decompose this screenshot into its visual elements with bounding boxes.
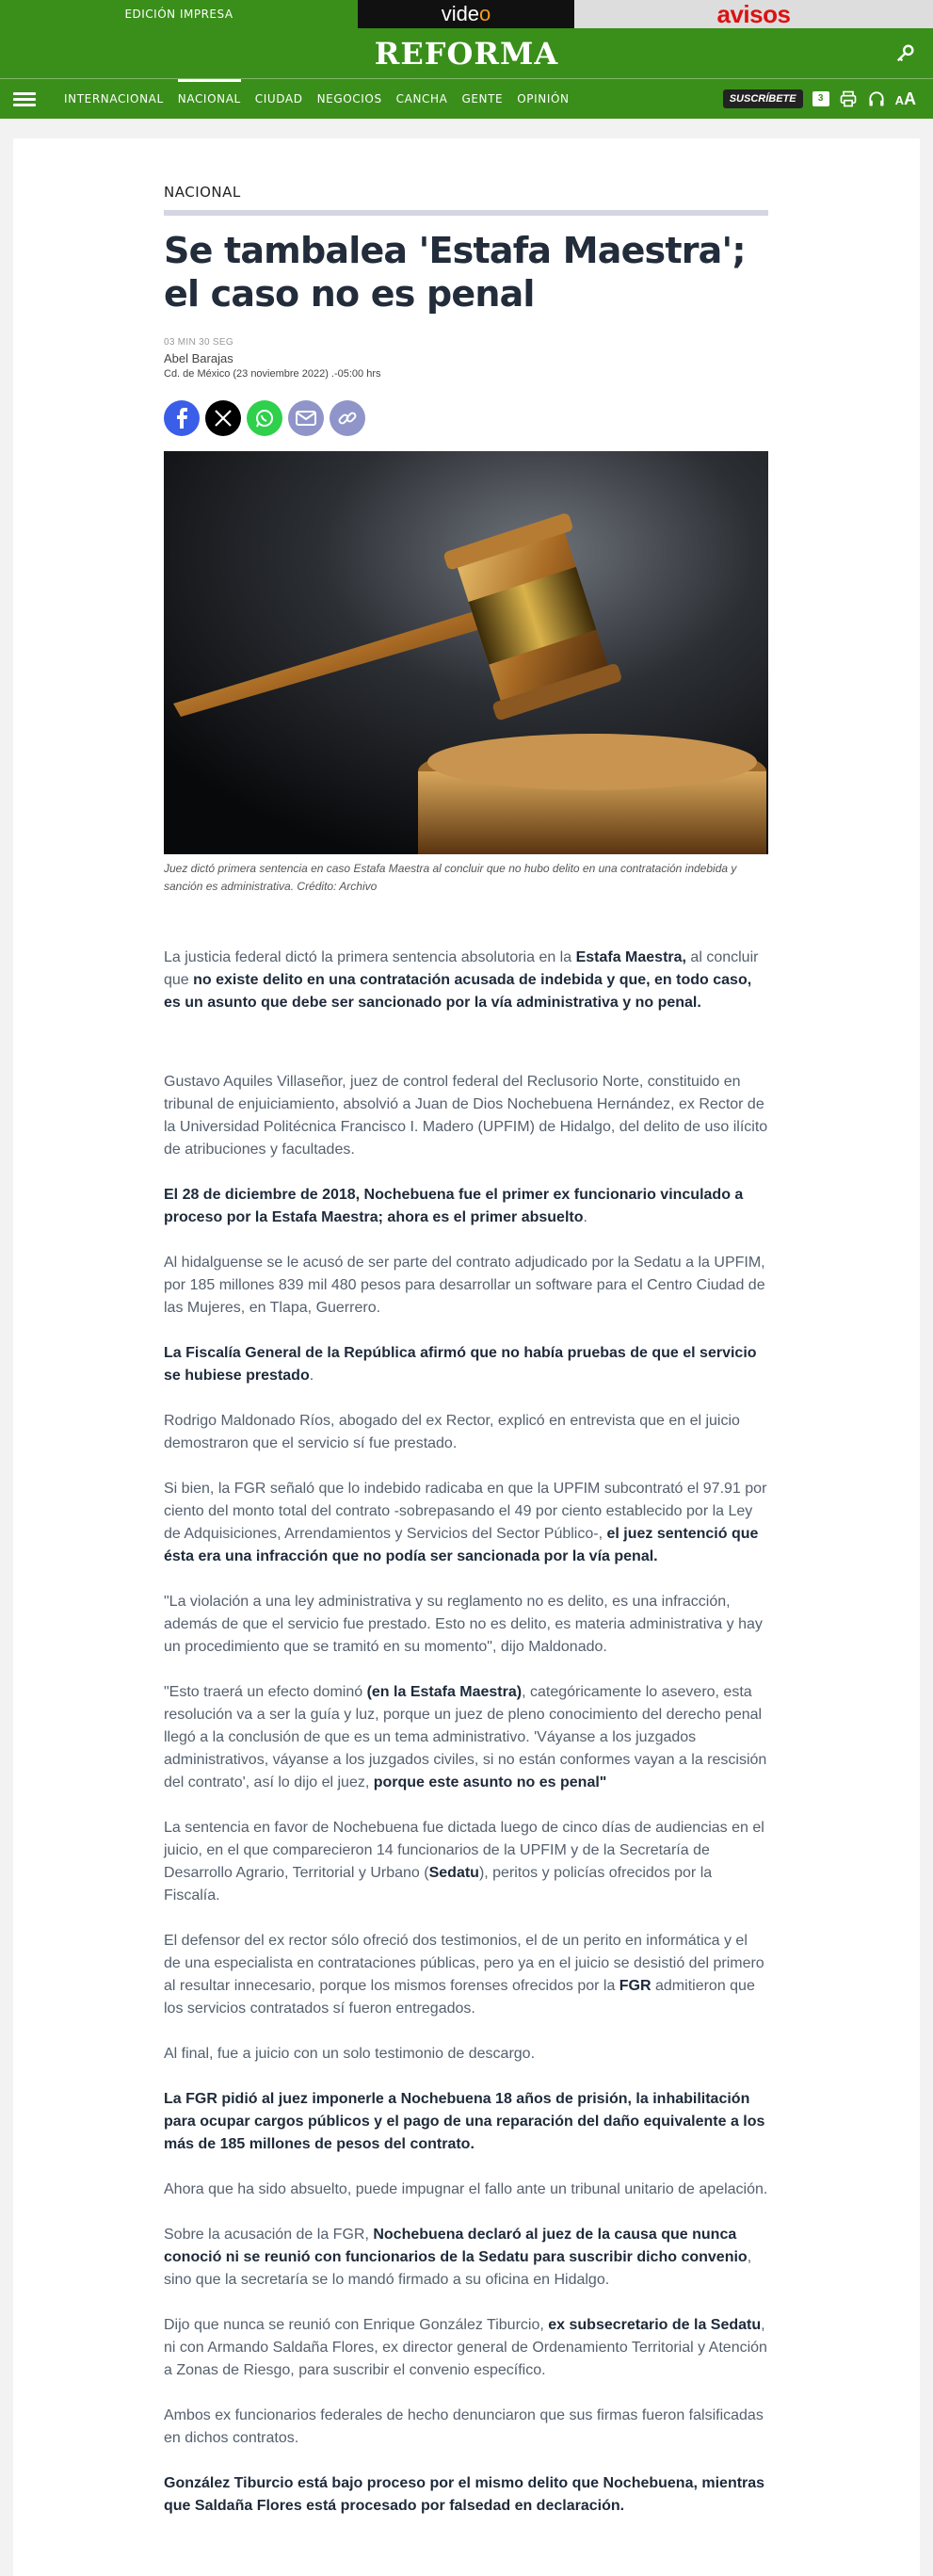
article-paragraph	[164, 2314, 768, 2382]
nav-item-opini-n[interactable]: OPINIÓN	[517, 92, 570, 105]
nav-item-nacional[interactable]: NACIONAL	[178, 79, 241, 119]
nav-items	[64, 79, 584, 119]
article-card	[13, 138, 920, 2576]
article-paragraph	[164, 1681, 768, 1794]
article-paragraph	[164, 1930, 768, 2020]
text-run: .	[583, 1209, 587, 1225]
text-run: Rodrigo Maldonado Ríos, abogado del ex Rector, explicó en entrevista que en el juicio demostraron que el servicio sí fue prestado.	[164, 1413, 740, 1451]
text-run: "La violación a una ley administrativa y su reglamento no es delito, es una infracción, además de que el servicio fue prestado. Esto no es delito, es materia administrativa y hay un procedimiento que se tramitó en su momento", dijo Maldonado.	[164, 1594, 763, 1655]
bold-text: el juez sentenció que ésta era una infracción que no podía ser sancionada por la vía penal.	[164, 1526, 759, 1564]
photo-caption: Juez dictó primera sentencia en caso Estafa Maestra al concluir que no hubo delito en una contratación indebida y sanción es administrativa. Crédito: Archivo	[164, 862, 737, 893]
bold-text: Estafa Maestra,	[575, 949, 686, 965]
bold-text: Sedatu	[428, 1865, 479, 1881]
article-paragraph	[164, 1252, 768, 1320]
article-title: Se tambalea 'Estafa Maestra'; el caso no es penal	[164, 230, 746, 315]
article-paragraph	[164, 2405, 768, 2450]
subscribe-button[interactable]: SUSCRÍBETE	[723, 89, 803, 108]
text-run: Al hidalguense se le acusó de ser parte del contrato adjudicado por la Sedatu a la UPFIM, por 185 millones 839 mil 480 pesos para desarrollar un software para el Centro Ciudad de las Mujeres, en Tlapa, Guerrero.	[164, 1255, 765, 1316]
text-run: El defensor del ex rector sólo ofreció dos testimonios, el de un perito en informática y el de una especialista en contrataciones públicas, pero ya en el juicio se desistió del primero al resultar innecesario, porque los mismos forenses ofrecidos por la	[164, 1933, 764, 1994]
article-photo[interactable]	[164, 451, 768, 854]
bold-text: El 28 de diciembre de 2018, Nochebuena fue el primer ex funcionario vinculado a proceso por la Estafa Maestra; ahora es el primer absuelto	[164, 1187, 744, 1225]
nav-item-negocios[interactable]: NEGOCIOS	[316, 92, 382, 105]
bold-text: González Tiburcio está bajo proceso por el mismo delito que Nochebuena, mientras que Saldaña Flores está procesado por falsedad en declaración.	[164, 2475, 765, 2514]
facebook-icon	[173, 408, 190, 429]
nav-item-cancha[interactable]: CANCHA	[395, 92, 448, 105]
text-run: Si bien, la FGR señaló que lo indebido radicaba en que la UPFIM subcontrató el 97.91 por ciento del monto total del contrato -sobrepasando el 49 por ciento establecido por la Ley de Adquisiciones, Arrendamientos y Servicios del Sector Público-,	[164, 1481, 767, 1542]
printer-icon[interactable]	[839, 89, 858, 108]
article-paragraph	[164, 947, 768, 1014]
video-label: vide	[441, 2, 480, 25]
text-run: Sobre la acusación de la FGR,	[164, 2227, 374, 2243]
article-paragraph	[164, 2088, 768, 2156]
main-nav	[0, 79, 933, 119]
email-share-button[interactable]	[288, 400, 324, 436]
text-run: "Esto traerá un efecto dominó	[164, 1684, 367, 1700]
menu-icon[interactable]	[13, 92, 36, 107]
nav-item-ciudad[interactable]: CIUDAD	[254, 92, 303, 105]
gavel-image	[164, 451, 768, 854]
whatsapp-icon	[254, 408, 275, 429]
x-icon	[215, 410, 232, 427]
avisos-link[interactable]: avisos	[574, 0, 933, 28]
article-paragraph	[164, 1410, 768, 1455]
bold-text: (en la Estafa Maestra)	[366, 1684, 523, 1700]
article-paragraph	[164, 2043, 768, 2066]
bold-text: no existe delito en una contratación acusada de indebida y que, en todo caso, es un asunto que debe ser sancionado por la vía administrativa y no penal.	[164, 972, 752, 1011]
bold-text: porque este asunto no es penal"	[373, 1774, 607, 1790]
text-run: , ni con Armando Saldaña Flores, ex director general de Ordenamiento Territorial y Atención a Zonas de Riesgo, para suscribir el convenio específico.	[164, 2317, 767, 2378]
article-paragraph	[164, 1591, 768, 1659]
text-run: .	[309, 1368, 314, 1384]
video-link[interactable]	[358, 0, 574, 28]
video-play-icon: o	[479, 2, 491, 25]
bold-text: FGR	[619, 1978, 651, 1994]
author-name: Abel Barajas	[164, 351, 233, 365]
article-paragraph	[164, 1071, 768, 1161]
text-run: La sentencia en favor de Nochebuena fue dictada luego de cinco días de audiencias en el juicio, en el que comparecieron 14 funcionarios de la UPFIM y de la Secretaría de Desarrollo Agrario, Territorial y Urbano (	[164, 1820, 764, 1881]
notifications-badge[interactable]: 3	[812, 91, 829, 106]
section-rule	[164, 210, 768, 216]
bold-text: La Fiscalía General de la República afirmó que no había pruebas de que el servicio se hubiese prestado	[164, 1345, 757, 1384]
font-size-small: A	[894, 92, 904, 107]
bold-text: ex subsecretario de la Sedatu	[548, 2317, 762, 2333]
x-share-button[interactable]	[205, 400, 241, 436]
text-run: , categóricamente lo asevero, esta resolución va a ser la guía y luz, porque un juez de pleno conocimiento del derecho penal llegó a la conclusión de que es un tema administrativo. 'Váyanse a los juzgados administrativos, váyanse a los juzgados civiles, si no están conformes vayan a la rescisión del contrato', así lo dijo el juez,	[164, 1684, 767, 1790]
link-icon	[337, 408, 358, 429]
whatsapp-share-button[interactable]	[247, 400, 282, 436]
bold-text: La FGR pidió al juez imponerle a Nochebuena 18 años de prisión, la inhabilitación para ocupar cargos públicos y el pago de una reparación del daño equivalente a los más de 185 millones de pesos del contrato.	[164, 2091, 765, 2152]
text-run: Gustavo Aquiles Villaseñor, juez de control federal del Reclusorio Norte, constituido en tribunal de enjuiciamiento, absolvió a Juan de Dios Nochebuena Hernández, ex Rector de la Universidad Politécnica Francisco I. Madero (UPFIM) de Hidalgo, del delito de uso ilícito de atribuciones y facultades.	[164, 1074, 768, 1158]
edicion-impresa-link[interactable]: EDICIÓN IMPRESA	[0, 0, 358, 28]
reforma-logo[interactable]: REFORMA	[374, 36, 559, 72]
text-run: admitieron que los servicios contratados sí fueron entregados.	[164, 1978, 755, 2017]
font-size-big: A	[904, 89, 916, 108]
article-paragraph	[164, 2179, 768, 2201]
text-run: Ahora que ha sido absuelto, puede impugnar el fallo ante un tribunal unitario de apelación.	[164, 2181, 768, 2197]
section-label[interactable]: NACIONAL	[164, 184, 241, 201]
nav-item-gente[interactable]: GENTE	[461, 92, 504, 105]
text-run: Al final, fue a juicio con un solo testimonio de descargo.	[164, 2046, 536, 2062]
text-run: Ambos ex funcionarios federales de hecho denunciaron que sus firmas fueron falsificadas en dichos contratos.	[164, 2407, 764, 2446]
nav-tools	[723, 79, 916, 119]
copy-link-button[interactable]	[330, 400, 365, 436]
article-paragraph	[164, 1342, 768, 1387]
headphones-icon[interactable]	[867, 89, 886, 108]
text-run: al concluir que	[164, 949, 759, 988]
top-bar	[0, 0, 933, 28]
text-run: ), peritos y policías ofrecidos por la Fiscalía.	[164, 1865, 713, 1904]
article-paragraph	[164, 1184, 768, 1229]
facebook-share-button[interactable]	[164, 400, 200, 436]
site-header	[0, 28, 933, 79]
article-body	[164, 947, 768, 2540]
text-run: La justicia federal dictó la primera sentencia absolutoria en la	[164, 949, 576, 965]
dateline: Cd. de México (23 noviembre 2022) .-05:00 hrs	[164, 368, 381, 380]
nav-item-internacional[interactable]: INTERNACIONAL	[64, 92, 164, 105]
article-paragraph	[164, 1817, 768, 1907]
text-run: Dijo que nunca se reunió con Enrique González Tiburcio,	[164, 2317, 549, 2333]
read-time: 03 MIN 30 SEG	[164, 337, 233, 348]
share-buttons	[164, 400, 768, 436]
key-icon[interactable]	[895, 43, 916, 64]
article-paragraph	[164, 2224, 768, 2292]
mail-icon	[296, 411, 316, 426]
article-paragraph	[164, 2472, 768, 2518]
bold-text: Nochebuena declaró al juez de la causa que nunca conoció ni se reunió con funcionarios de la Sedatu para suscribir dicho convenio	[164, 2227, 748, 2265]
font-size-toggle[interactable]	[895, 89, 916, 109]
text-run: , sino que la secretaría se lo mandó firmado a su oficina en Hidalgo.	[164, 2249, 752, 2288]
article-paragraph	[164, 1478, 768, 1568]
